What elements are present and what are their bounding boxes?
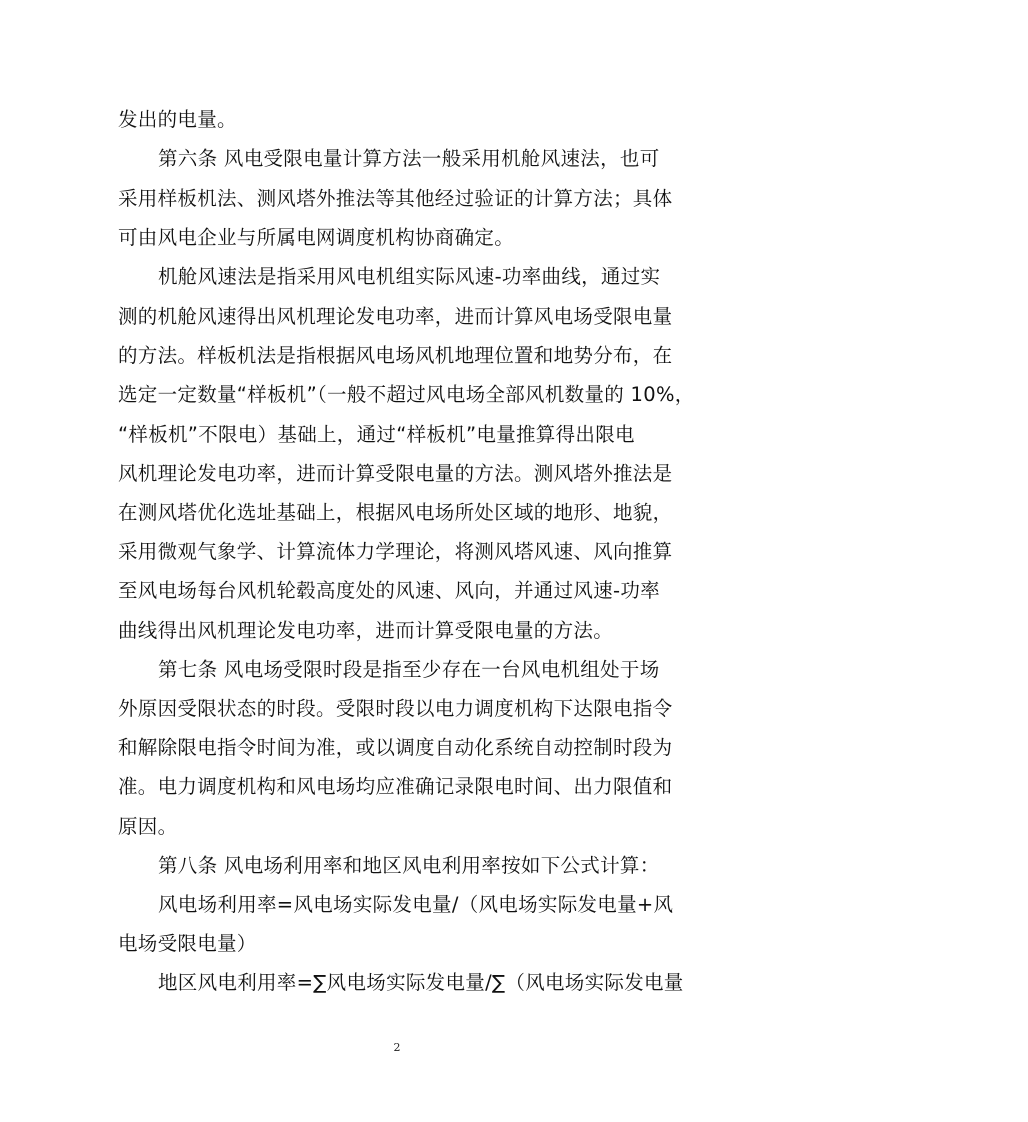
text-line: 测的机舱风速得出风机理论发电功率，进而计算风电场受限电量 bbox=[118, 305, 673, 328]
formula-line: 地区风电利用率=∑风电场实际发电量/∑（风电场实际发电量 bbox=[158, 971, 684, 994]
text-line: 在测风塔优化选址基础上，根据风电场所处区域的地形、地貌， bbox=[118, 501, 673, 524]
formula-line: 风电场利用率=风电场实际发电量/（风电场实际发电量+风 bbox=[158, 893, 674, 916]
formula-line: 电场受限电量） bbox=[118, 932, 257, 955]
text-line: 发出的电量。 bbox=[118, 108, 237, 131]
text-line: 的方法。样板机法是指根据风电场风机地理位置和地势分布，在 bbox=[118, 344, 673, 367]
article-7-heading-line: 第七条 风电场受限时段是指至少存在一台风电机组处于场 bbox=[158, 658, 660, 681]
text-line: 和解除限电指令时间为准，或以调度自动化系统自动控制时段为 bbox=[118, 736, 673, 759]
text-line: 风机理论发电功率，进而计算受限电量的方法。测风塔外推法是 bbox=[118, 462, 673, 485]
text-line: 至风电场每台风机轮毂高度处的风速、风向，并通过风速-功率 bbox=[118, 579, 660, 602]
text-line: 采用微观气象学、计算流体力学理论，将测风塔风速、风向推算 bbox=[118, 540, 673, 563]
article-8-heading-line: 第八条 风电场利用率和地区风电利用率按如下公式计算： bbox=[158, 854, 660, 877]
text-line: 选定一定数量“样板机”（一般不超过风电场全部风机数量的 10%， bbox=[118, 383, 695, 406]
article-6-heading-line: 第六条 风电受限电量计算方法一般采用机舱风速法，也可 bbox=[158, 147, 660, 170]
paragraph-start-line: 机舱风速法是指采用风电机组实际风速-功率曲线，通过实 bbox=[158, 265, 661, 288]
text-line: 准。电力调度机构和风电场均应准确记录限电时间、出力限值和 bbox=[118, 775, 673, 798]
text-line: 采用样板机法、测风塔外推法等其他经过验证的计算方法；具体 bbox=[118, 187, 673, 210]
text-line: “样板机”不限电）基础上，通过“样板机”电量推算得出限电 bbox=[118, 423, 635, 446]
page-number: 2 bbox=[393, 1041, 401, 1054]
text-line: 原因。 bbox=[118, 815, 178, 838]
text-line: 可由风电企业与所属电网调度机构协商确定。 bbox=[118, 226, 515, 249]
text-line: 曲线得出风机理论发电功率，进而计算受限电量的方法。 bbox=[118, 619, 614, 642]
text-line: 外原因受限状态的时段。受限时段以电力调度机构下达限电指令 bbox=[118, 697, 673, 720]
